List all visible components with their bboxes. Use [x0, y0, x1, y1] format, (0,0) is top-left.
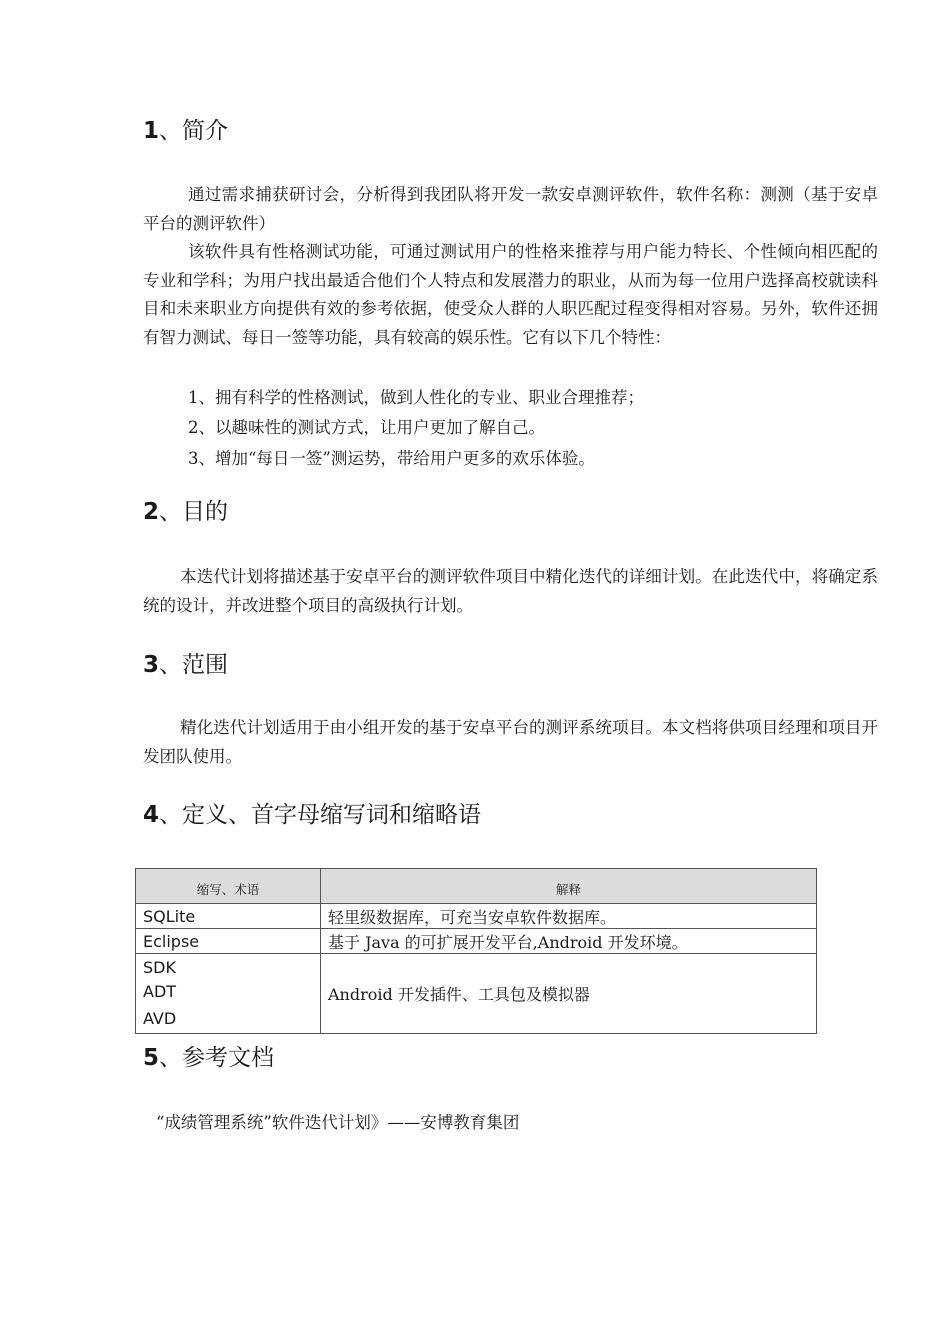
- section-heading-purpose: 2、目的: [143, 499, 229, 525]
- section-heading-intro: 1、简介: [143, 118, 229, 144]
- section-heading-scope: 3、范围: [143, 652, 229, 678]
- intro-paragraph-2: 该软件具有性格测试功能，可通过测试用户的性格来推荐与用户能力特长、个性倾向相匹配的专业和学科；为用户找出最适合他们个人特点和发展潜力的职业，从而为每一位用户选择高校就读科目和未来职业方向提供有效的参考依据，使受众人群的人职匹配过程变得相对容易。另外，软件还拥有智力测试、每日一签等功能，具有较高的娱乐性。它有以下几个特性：: [143, 242, 878, 347]
- feature-item-1: 1、拥有科学的性格测试，做到人性化的专业、职业合理推荐；: [188, 388, 644, 407]
- term-sdk: SDK: [143, 958, 176, 977]
- table-row: [136, 929, 817, 954]
- definition-cell: 轻里级数据库，可充当安卓软件数据库。: [321, 904, 817, 929]
- term-adt: ADT: [143, 982, 177, 1001]
- section-heading-references: 5、参考文档: [143, 1045, 275, 1071]
- term-cell: SQLite: [136, 904, 321, 929]
- section-heading-definitions: 4、定义、首字母缩写词和缩略语: [143, 802, 482, 828]
- term-cell: Eclipse: [136, 929, 321, 954]
- term-avd: AVD: [143, 1009, 177, 1028]
- table-row: [136, 954, 817, 1034]
- definition-cell: Android 开发插件、工具包及模拟器: [321, 954, 817, 1034]
- definition-cell: 基于 Java 的可扩展开发平台,Android 开发环境。: [321, 929, 817, 954]
- feature-item-2: 2、以趣味性的测试方式，让用户更加了解自己。: [188, 418, 545, 437]
- table-header-row: [136, 869, 817, 904]
- header-definition: 解释: [321, 869, 817, 904]
- intro-paragraph-1: 通过需求捕获研讨会，分析得到我团队将开发一款安卓测评软件，软件名称：测测（基于安卓平台的测评软件）: [143, 185, 878, 233]
- scope-paragraph: 精化迭代计划适用于由小组开发的基于安卓平台的测评系统项目。本文档将供项目经理和项目开发团队使用。: [143, 718, 878, 766]
- term-cell: [136, 954, 321, 1034]
- definitions-table: [135, 868, 817, 1034]
- header-term: 缩写、术语: [136, 869, 321, 904]
- feature-item-3: 3、增加“每日一签”测运势，带给用户更多的欢乐体验。: [188, 449, 595, 468]
- table-row: [136, 904, 817, 929]
- purpose-paragraph: 本迭代计划将描述基于安卓平台的测评软件项目中精化迭代的详细计划。在此迭代中，将确定系统的设计，并改进整个项目的高级执行计划。: [143, 567, 878, 615]
- reference-item: “成绩管理系统”软件迭代计划》——安博教育集团: [156, 1113, 520, 1132]
